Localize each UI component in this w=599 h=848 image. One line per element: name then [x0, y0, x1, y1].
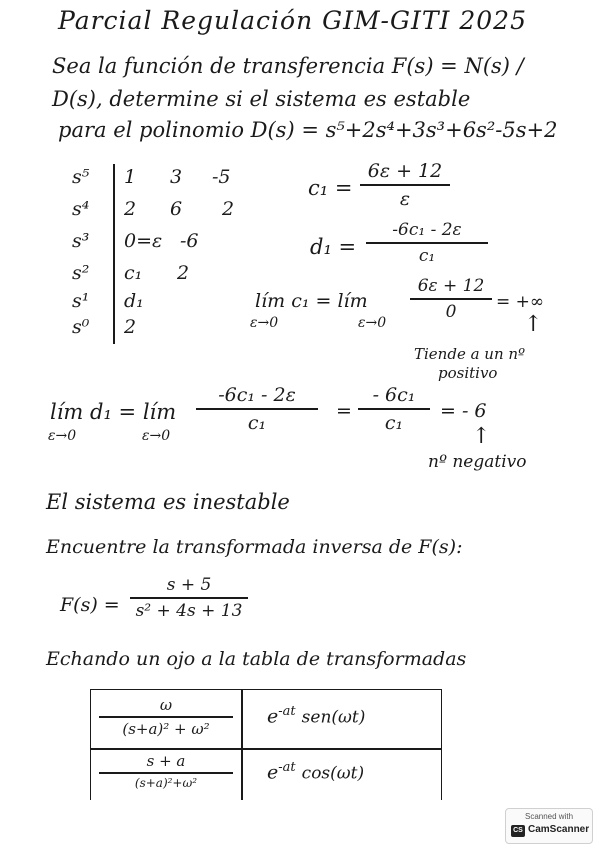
- limit-c1-result: = +∞: [496, 292, 545, 312]
- c1-denominator: ε: [399, 187, 411, 210]
- routh-row: [72, 166, 262, 194]
- limit-c1-lhs: lím c₁ = lím: [255, 290, 368, 312]
- note-positive-2: positivo: [438, 364, 498, 382]
- routh-cell: 3: [170, 166, 183, 188]
- routh-cell: 0=ε: [124, 230, 163, 252]
- fraction-bar: [358, 408, 430, 410]
- exp-power: -at: [278, 704, 296, 719]
- limit-c1-fraction: [410, 276, 492, 322]
- c1-fraction: [360, 160, 450, 210]
- limit-d1-numerator-2: - 6c₁: [372, 384, 416, 406]
- routh-row: [72, 230, 262, 258]
- limit-d1-numerator: -6c₁ - 2ε: [218, 384, 296, 406]
- routh-power: s¹: [72, 290, 90, 312]
- problem2-numerator: s + 5: [166, 575, 212, 595]
- fraction-bar: [410, 298, 492, 300]
- problem2-hint: Echando un ojo a la tabla de transformadas: [46, 648, 467, 670]
- routh-cell: 1: [124, 166, 137, 188]
- camscanner-brand: CamScanner: [528, 824, 590, 835]
- table-cell-right-1: [267, 704, 365, 727]
- c1-lhs: c₁ =: [308, 176, 353, 200]
- problem2-fraction: [130, 575, 248, 621]
- problem1-line2: D(s), determine si el sistema es estable: [52, 87, 471, 111]
- d1-denominator: c₁: [418, 245, 436, 266]
- limit-d1-fraction-2: [358, 384, 430, 434]
- limit-sub: ε→0: [358, 315, 387, 331]
- fraction-bar: [196, 408, 318, 410]
- routh-cell: 2: [177, 262, 190, 284]
- table-divider: [241, 690, 243, 800]
- fraction-bar: [360, 184, 450, 186]
- scanned-with-label: Scanned with: [524, 812, 574, 821]
- limit-c1-numerator: 6ε + 12: [417, 276, 485, 296]
- limit-c1-denominator: 0: [445, 301, 457, 322]
- fraction-bar: [99, 716, 233, 718]
- problem2-denominator: s² + 4s + 13: [135, 600, 243, 621]
- routh-cell: 2: [124, 198, 137, 220]
- routh-cell: c₁: [124, 262, 143, 284]
- routh-cell: 6: [170, 198, 183, 220]
- routh-cell: 2: [124, 316, 137, 338]
- table-divider: [91, 748, 441, 750]
- fraction-bar: [99, 772, 233, 774]
- routh-row: [72, 262, 262, 290]
- routh-row: [72, 316, 262, 344]
- trig-func: cos(ωt): [301, 763, 365, 784]
- routh-power: s³: [72, 230, 90, 252]
- table-denominator: (s+a)²+ω²: [134, 775, 198, 790]
- limit-sub: ε→0: [250, 315, 279, 331]
- routh-power: s⁵: [72, 166, 90, 188]
- limit-sub: ε→0: [142, 428, 171, 444]
- camscanner-logo-icon: CS: [511, 825, 525, 837]
- problem1-line1: Sea la función de transferencia F(s) = N(s) /: [52, 54, 524, 78]
- fraction-bar: [130, 597, 248, 599]
- limit-d1-denominator: c₁: [247, 411, 267, 434]
- limit-d1-denominator-2: c₁: [384, 411, 404, 434]
- table-cell-left-1: [99, 696, 233, 738]
- routh-cell: d₁: [124, 290, 144, 312]
- exp-base: e: [267, 761, 279, 784]
- routh-power: s²: [72, 262, 90, 284]
- limit-d1-lhs: lím d₁ = lím: [50, 400, 177, 424]
- exp-base: e: [267, 705, 279, 728]
- note-negative: nº negativo: [428, 452, 527, 472]
- problem2-F: F(s) =: [60, 594, 120, 616]
- note-positive-1: Tiende a un nº: [414, 345, 526, 363]
- problem1-line3: para el polinomio D(s) = s⁵+2s⁴+3s³+6s²-5s+2: [58, 118, 558, 142]
- limit-d1-fraction: [196, 384, 318, 434]
- up-arrow-icon: ↑: [524, 312, 543, 337]
- d1-lhs: d₁ =: [310, 235, 357, 259]
- d1-fraction: [366, 220, 488, 266]
- table-numerator: s + a: [146, 752, 186, 770]
- routh-cell: -5: [212, 166, 231, 188]
- transform-table: [90, 689, 442, 800]
- c1-numerator: 6ε + 12: [367, 160, 443, 182]
- limit-d1-result: = - 6: [440, 400, 487, 422]
- limit-sub: ε→0: [48, 428, 77, 444]
- routh-cell: -6: [180, 230, 199, 252]
- conclusion: El sistema es inestable: [46, 490, 290, 514]
- problem2-line: Encuentre la transformada inversa de F(s):: [46, 536, 463, 558]
- page-title: Parcial Regulación GIM-GITI 2025: [58, 6, 527, 35]
- fraction-bar: [366, 242, 488, 244]
- routh-power: s⁰: [72, 316, 90, 338]
- camscanner-badge: [505, 808, 593, 844]
- routh-row: [72, 198, 262, 226]
- limit-d1-equals: =: [336, 400, 352, 422]
- routh-cell: 2: [222, 198, 235, 220]
- table-denominator: (s+a)² + ω²: [122, 719, 210, 738]
- table-numerator: ω: [159, 696, 173, 714]
- routh-power: s⁴: [72, 198, 90, 220]
- routh-row: [72, 290, 262, 318]
- exp-power: -at: [278, 760, 296, 775]
- d1-numerator: -6c₁ - 2ε: [392, 220, 462, 240]
- table-cell-left-2: [99, 752, 233, 790]
- table-cell-right-2: [267, 760, 364, 783]
- trig-func: sen(ωt): [301, 707, 366, 728]
- up-arrow-icon: ↑: [472, 424, 491, 449]
